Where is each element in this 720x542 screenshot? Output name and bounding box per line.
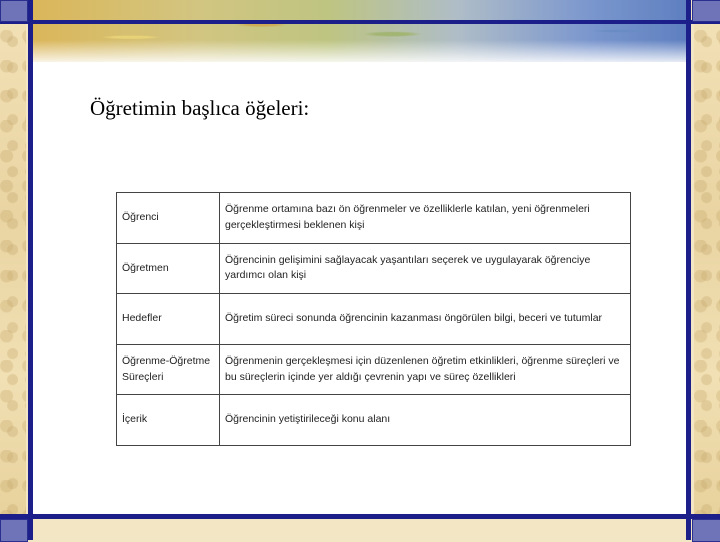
table-row	[117, 193, 631, 244]
corner-square-bottom-left	[0, 519, 28, 542]
table-row	[117, 344, 631, 395]
term-cell: Öğretmen	[117, 243, 220, 294]
parchment-border-left	[0, 0, 26, 540]
definition-cell: Öğrenme ortamına bazı ön öğrenmeler ve özelliklerle katılan, yeni öğrenmeleri gerçekleştirmesi beklenen kişi	[220, 193, 631, 244]
banner-fade	[33, 40, 686, 66]
corner-square-top-right	[692, 0, 720, 22]
elements-table	[116, 192, 631, 446]
term-cell: Öğrenme-Öğretme Süreçleri	[117, 344, 220, 395]
definition-cell: Öğrenmenin gerçekleşmesi için düzenlenen öğretim etkinlikleri, öğrenme süreçleri ve bu süreçlerin içinde yer aldığı çevrenin yapı ve süreç özellikleri	[220, 344, 631, 395]
parchment-border-right	[694, 0, 720, 540]
term-cell: İçerik	[117, 395, 220, 446]
table-row	[117, 243, 631, 294]
definition-cell: Öğrencinin yetiştirileceği konu alanı	[220, 395, 631, 446]
term-cell: Öğrenci	[117, 193, 220, 244]
frame-line-right	[686, 0, 691, 540]
term-cell: Hedefler	[117, 294, 220, 345]
corner-square-top-left	[0, 0, 28, 22]
definition-cell: Öğrencinin gelişimini sağlayacak yaşantıları seçerek ve uygulayarak öğrenciye yardımcı olan kişi	[220, 243, 631, 294]
corner-square-bottom-right	[692, 519, 720, 542]
frame-line-top	[0, 20, 720, 24]
table-row	[117, 395, 631, 446]
definition-cell: Öğretim süreci sonunda öğrencinin kazanması öngörülen bilgi, beceri ve tutumlar	[220, 294, 631, 345]
frame-line-bottom	[0, 514, 720, 519]
slide-title: Öğretimin başlıca öğeleri:	[90, 96, 310, 120]
frame-line-left	[28, 0, 33, 540]
table-row	[117, 294, 631, 345]
